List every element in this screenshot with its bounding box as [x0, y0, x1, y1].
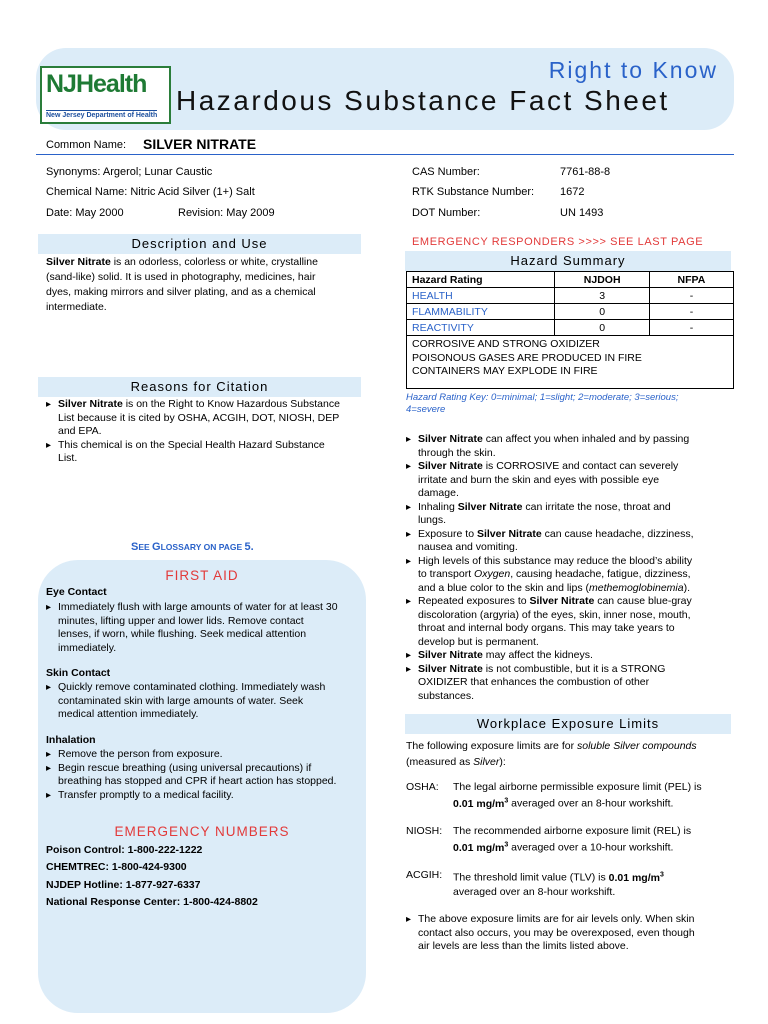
citation-line: List. — [58, 452, 78, 464]
effect-line: Inhaling — [418, 500, 458, 513]
effect-line: and a blue color to the skin and lips ( — [418, 581, 590, 594]
exposure-intro — [406, 738, 734, 770]
substance-name: Silver Nitrate — [58, 398, 123, 410]
skin-contact-list — [46, 681, 366, 722]
dot-label: DOT Number: — [412, 207, 481, 219]
hazard-note: POISONOUS GASES ARE PRODUCED IN FIRE — [412, 351, 642, 364]
effect-line: develop but is permanent. — [418, 635, 539, 648]
osha-sup: 3 — [504, 797, 509, 804]
inhalation-line: ▸ Transfer promptly to a medical facility. — [58, 788, 234, 801]
nfpa-value: - — [649, 320, 733, 336]
effect-line: damage. — [418, 487, 459, 499]
effect-line: ). — [683, 581, 691, 594]
list-item — [46, 439, 366, 466]
citation-heading: Reasons for Citation — [38, 377, 361, 397]
hazard-note: CORROSIVE AND STRONG OXIDIZER — [412, 338, 600, 350]
chemtrec[interactable]: CHEMTREC: 1-800-424-9300 — [46, 861, 187, 874]
effect-line: Exposure to — [418, 527, 477, 540]
cas-value: 7761-88-8 — [560, 166, 611, 178]
hazard-table — [406, 271, 734, 389]
substance-name: Silver Nitrate — [418, 460, 483, 472]
niosh-sup: 3 — [504, 841, 509, 848]
hazard-name: FLAMMABILITY — [407, 304, 555, 320]
eye-line: ▸ Immediately flush with large amounts of water for at least 30 — [58, 601, 338, 613]
description-line: intermediate. — [46, 301, 107, 313]
poison-control[interactable]: Poison Control: 1-800-222-1222 — [46, 844, 203, 856]
effect-line: is not combustible, but it is a STRONG — [482, 662, 666, 675]
chemical-name: Chemical Name: Nitric Acid Silver (1+) Salt — [46, 186, 255, 198]
intro-text: The following exposure limits are for — [406, 740, 577, 752]
hazard-summary-heading: Hazard Summary — [405, 251, 731, 271]
header-rule — [36, 154, 734, 155]
skin-line: contaminated skin with large amounts of water. Seek — [58, 694, 304, 707]
effect-line: Repeated exposures to — [418, 595, 530, 607]
list-item — [46, 748, 366, 762]
eye-contact-heading: Eye Contact — [46, 586, 107, 598]
national-response-center[interactable]: National Response Center: 1-800-424-8802 — [46, 895, 258, 908]
synonyms: Synonyms: Argerol; Lunar Caustic — [46, 166, 213, 178]
list-item — [406, 663, 736, 704]
rtk-value: 1672 — [560, 186, 585, 198]
glossary-text: EE — [138, 542, 153, 552]
osha-text: The legal airborne permissible exposure limit (PEL) is — [453, 781, 702, 793]
niosh-limit — [406, 824, 736, 856]
intro-text: (measured as — [406, 756, 474, 768]
eye-line: lenses, if worn, while flushing. Seek medical attention — [58, 628, 307, 640]
key-line: Hazard Rating Key: 0=minimal; 1=slight; 2=moderate; 3=serious; — [406, 392, 679, 403]
eye-line: minutes, lifting upper and lower lids. Remove contact — [58, 614, 304, 627]
substance-name: Silver Nitrate — [529, 595, 595, 607]
list-item — [406, 460, 736, 501]
inhalation-heading: Inhalation — [46, 734, 96, 746]
first-aid-heading: FIRST AID — [165, 568, 239, 583]
common-name-label: Common Name: — [46, 139, 127, 151]
glossary-text: LOSSARY ON PAGE — [160, 542, 245, 552]
acgih-value: 0.01 mg/m — [608, 871, 660, 884]
niosh-text: averaged over a 10-hour workshift. — [508, 841, 674, 854]
effect-line: is CORROSIVE and contact can severely — [482, 460, 679, 472]
effect-line: through the skin. — [418, 446, 496, 459]
logo-subtitle: New Jersey Department of Health — [46, 112, 158, 119]
effect-line: can affect you when inhaled and by passing — [482, 433, 690, 445]
intro-text: Silver — [473, 756, 500, 768]
list-item — [46, 789, 366, 803]
njdoh-value: 0 — [555, 320, 649, 336]
skin-line: medical attention immediately. — [58, 708, 199, 720]
column-header: NJDOH — [555, 272, 649, 288]
niosh-value: 0.01 mg/m — [453, 841, 505, 854]
description-line: (sand-like) solid. It is used in photography, medicines, hair — [46, 271, 316, 283]
citation-line: and EPA. — [58, 425, 102, 437]
acgih-label: ACGIH: — [406, 869, 443, 881]
eye-line: immediately. — [58, 641, 117, 654]
description-substance: Silver Nitrate — [46, 256, 111, 268]
osha-value: 0.01 mg/m — [453, 797, 505, 810]
list-item — [406, 528, 736, 555]
hazard-rating-key — [406, 392, 678, 416]
acgih-text: averaged over an 8-hour workshift. — [453, 885, 616, 898]
emergency-numbers — [46, 842, 258, 911]
column-header: NFPA — [649, 272, 733, 288]
inhalation-list — [46, 748, 366, 802]
hazard-note: CONTAINERS MAY EXPLODE IN FIRE — [412, 365, 598, 377]
list-item — [46, 681, 366, 722]
effect-line: ▸ High levels of this substance may reduce the blood’s ability — [418, 554, 693, 567]
intro-text: ): — [499, 756, 506, 768]
effect-line: discoloration (argyria) of the eyes, skin, inner nose, mouth, — [418, 608, 691, 621]
nfpa-value: - — [649, 304, 733, 320]
citation-line: ▸ This chemical is on the Special Health Hazard Substance — [58, 438, 325, 451]
citation-line: is on the Right to Know Hazardous Substance — [122, 398, 340, 410]
table-row — [407, 336, 734, 389]
nfpa-value: - — [649, 288, 733, 304]
table-header-row — [407, 272, 734, 288]
table-row — [407, 288, 734, 304]
substance-name: Silver Nitrate — [418, 662, 483, 675]
list-item — [46, 601, 366, 655]
list-item — [46, 398, 366, 439]
hazard-notes — [407, 336, 734, 389]
rtk-label: RTK Substance Number: — [412, 186, 535, 198]
exposure-note-list — [406, 913, 736, 954]
effect-line: can cause blue-gray — [594, 595, 692, 607]
inhalation-line: ▸ Remove the person from exposure. — [58, 748, 223, 760]
description-text — [46, 255, 366, 315]
key-line: 4=severe — [406, 404, 446, 415]
list-item — [46, 762, 366, 789]
list-item — [406, 649, 736, 663]
list-item — [406, 555, 736, 596]
effect-line: can irritate the nose, throat and — [522, 500, 671, 513]
right-to-know-title: Right to Know — [548, 57, 718, 83]
osha-text: averaged over an 8-hour workshift. — [508, 797, 674, 810]
exposure-limits-heading: Workplace Exposure Limits — [405, 714, 731, 734]
common-name: SILVER NITRATE — [143, 136, 257, 152]
osha-label: OSHA: — [406, 781, 439, 793]
emergency-responders-link[interactable]: EMERGENCY RESPONDERS >>>> SEE LAST PAGE — [412, 236, 704, 248]
glossary-text: S — [131, 541, 139, 553]
citation-line: List because it is cited by OSHA, ACGIH, DOT, NIOSH, DEP — [58, 411, 340, 424]
effect-line: , causing headache, fatigue, dizziness, — [510, 568, 691, 580]
effect-line: can cause headache, dizziness, — [541, 527, 694, 540]
list-item — [406, 433, 736, 460]
list-item — [406, 595, 736, 649]
hazard-name: REACTIVITY — [407, 320, 555, 336]
column-header: Hazard Rating — [407, 272, 555, 288]
note-line: air levels are less than the limits listed above. — [418, 940, 629, 952]
substance-name: Silver Nitrate — [418, 433, 483, 445]
njdoh-value: 0 — [555, 304, 649, 320]
effect-line: OXIDIZER that enhances the combustion of other — [418, 676, 650, 688]
acgih-limit — [406, 868, 736, 900]
niosh-text: The recommended airborne exposure limit (REL) is — [453, 825, 692, 837]
substance-name: Silver Nitrate — [418, 649, 483, 661]
effect-line: may affect the kidneys. — [482, 649, 593, 661]
glossary-text: 5. — [244, 541, 254, 553]
substance-name: Silver Nitrate — [457, 500, 523, 513]
njdoh-value: 3 — [555, 288, 649, 304]
substance-name: Silver Nitrate — [476, 527, 542, 540]
description-heading: Description and Use — [38, 234, 361, 254]
effect-line: Oxygen — [474, 568, 511, 580]
glossary-link[interactable] — [131, 537, 254, 555]
emergency-numbers-heading: EMERGENCY NUMBERS — [114, 824, 290, 839]
list-item — [406, 501, 736, 528]
njdep-hotline[interactable]: NJDEP Hotline: 1-877-927-6337 — [46, 878, 201, 891]
inhalation-line: breathing has stopped and CPR if heart action has stopped. — [58, 775, 337, 787]
effect-line: methemoglobinemia — [589, 581, 684, 594]
dot-value: UN 1493 — [560, 207, 604, 219]
table-row — [407, 304, 734, 320]
inhalation-line: ▸ Begin rescue breathing (using universal precautions) if — [58, 761, 312, 774]
revision: Revision: May 2009 — [178, 207, 275, 219]
skin-line: ▸ Quickly remove contaminated clothing. Immediately wash — [58, 681, 326, 693]
acgih-sup: 3 — [659, 871, 664, 878]
skin-contact-heading: Skin Contact — [46, 667, 111, 679]
effect-line: to transport — [418, 568, 475, 580]
table-row — [407, 320, 734, 336]
note-line: ▸ The above exposure limits are for air levels only. When skin — [418, 913, 695, 925]
glossary-text: G — [152, 541, 161, 553]
effect-line: lungs. — [418, 514, 447, 526]
effect-line: nausea and vomiting. — [418, 541, 518, 553]
niosh-label: NIOSH: — [406, 825, 443, 837]
effect-line: irritate and burn the skin and eyes with possible eye — [418, 473, 660, 486]
osha-limit — [406, 780, 736, 812]
description-line: dyes, making mirrors and silver plating, and as a chemical — [46, 286, 316, 298]
list-item — [406, 913, 736, 954]
page-title: Hazardous Substance Fact Sheet — [176, 85, 670, 116]
eye-contact-list — [46, 601, 366, 655]
cas-label: CAS Number: — [412, 166, 480, 178]
effect-line: throat and internal body organs. This may take years to — [418, 622, 675, 634]
date: Date: May 2000 — [46, 207, 124, 219]
hazard-name: HEALTH — [407, 288, 555, 304]
note-line: contact also occurs, you may be overexposed, even though — [418, 926, 695, 939]
acgih-text: The threshold limit value (TLV) is — [453, 871, 609, 884]
logo-wordmark: NJHealth — [46, 70, 147, 98]
health-effects-list — [406, 433, 736, 703]
effect-line: substances. — [418, 689, 475, 702]
intro-text: soluble Silver compounds — [577, 740, 697, 752]
citation-list — [46, 398, 366, 466]
nj-health-logo — [40, 66, 171, 124]
description-line: is an odorless, colorless or white, crystalline — [110, 256, 318, 268]
